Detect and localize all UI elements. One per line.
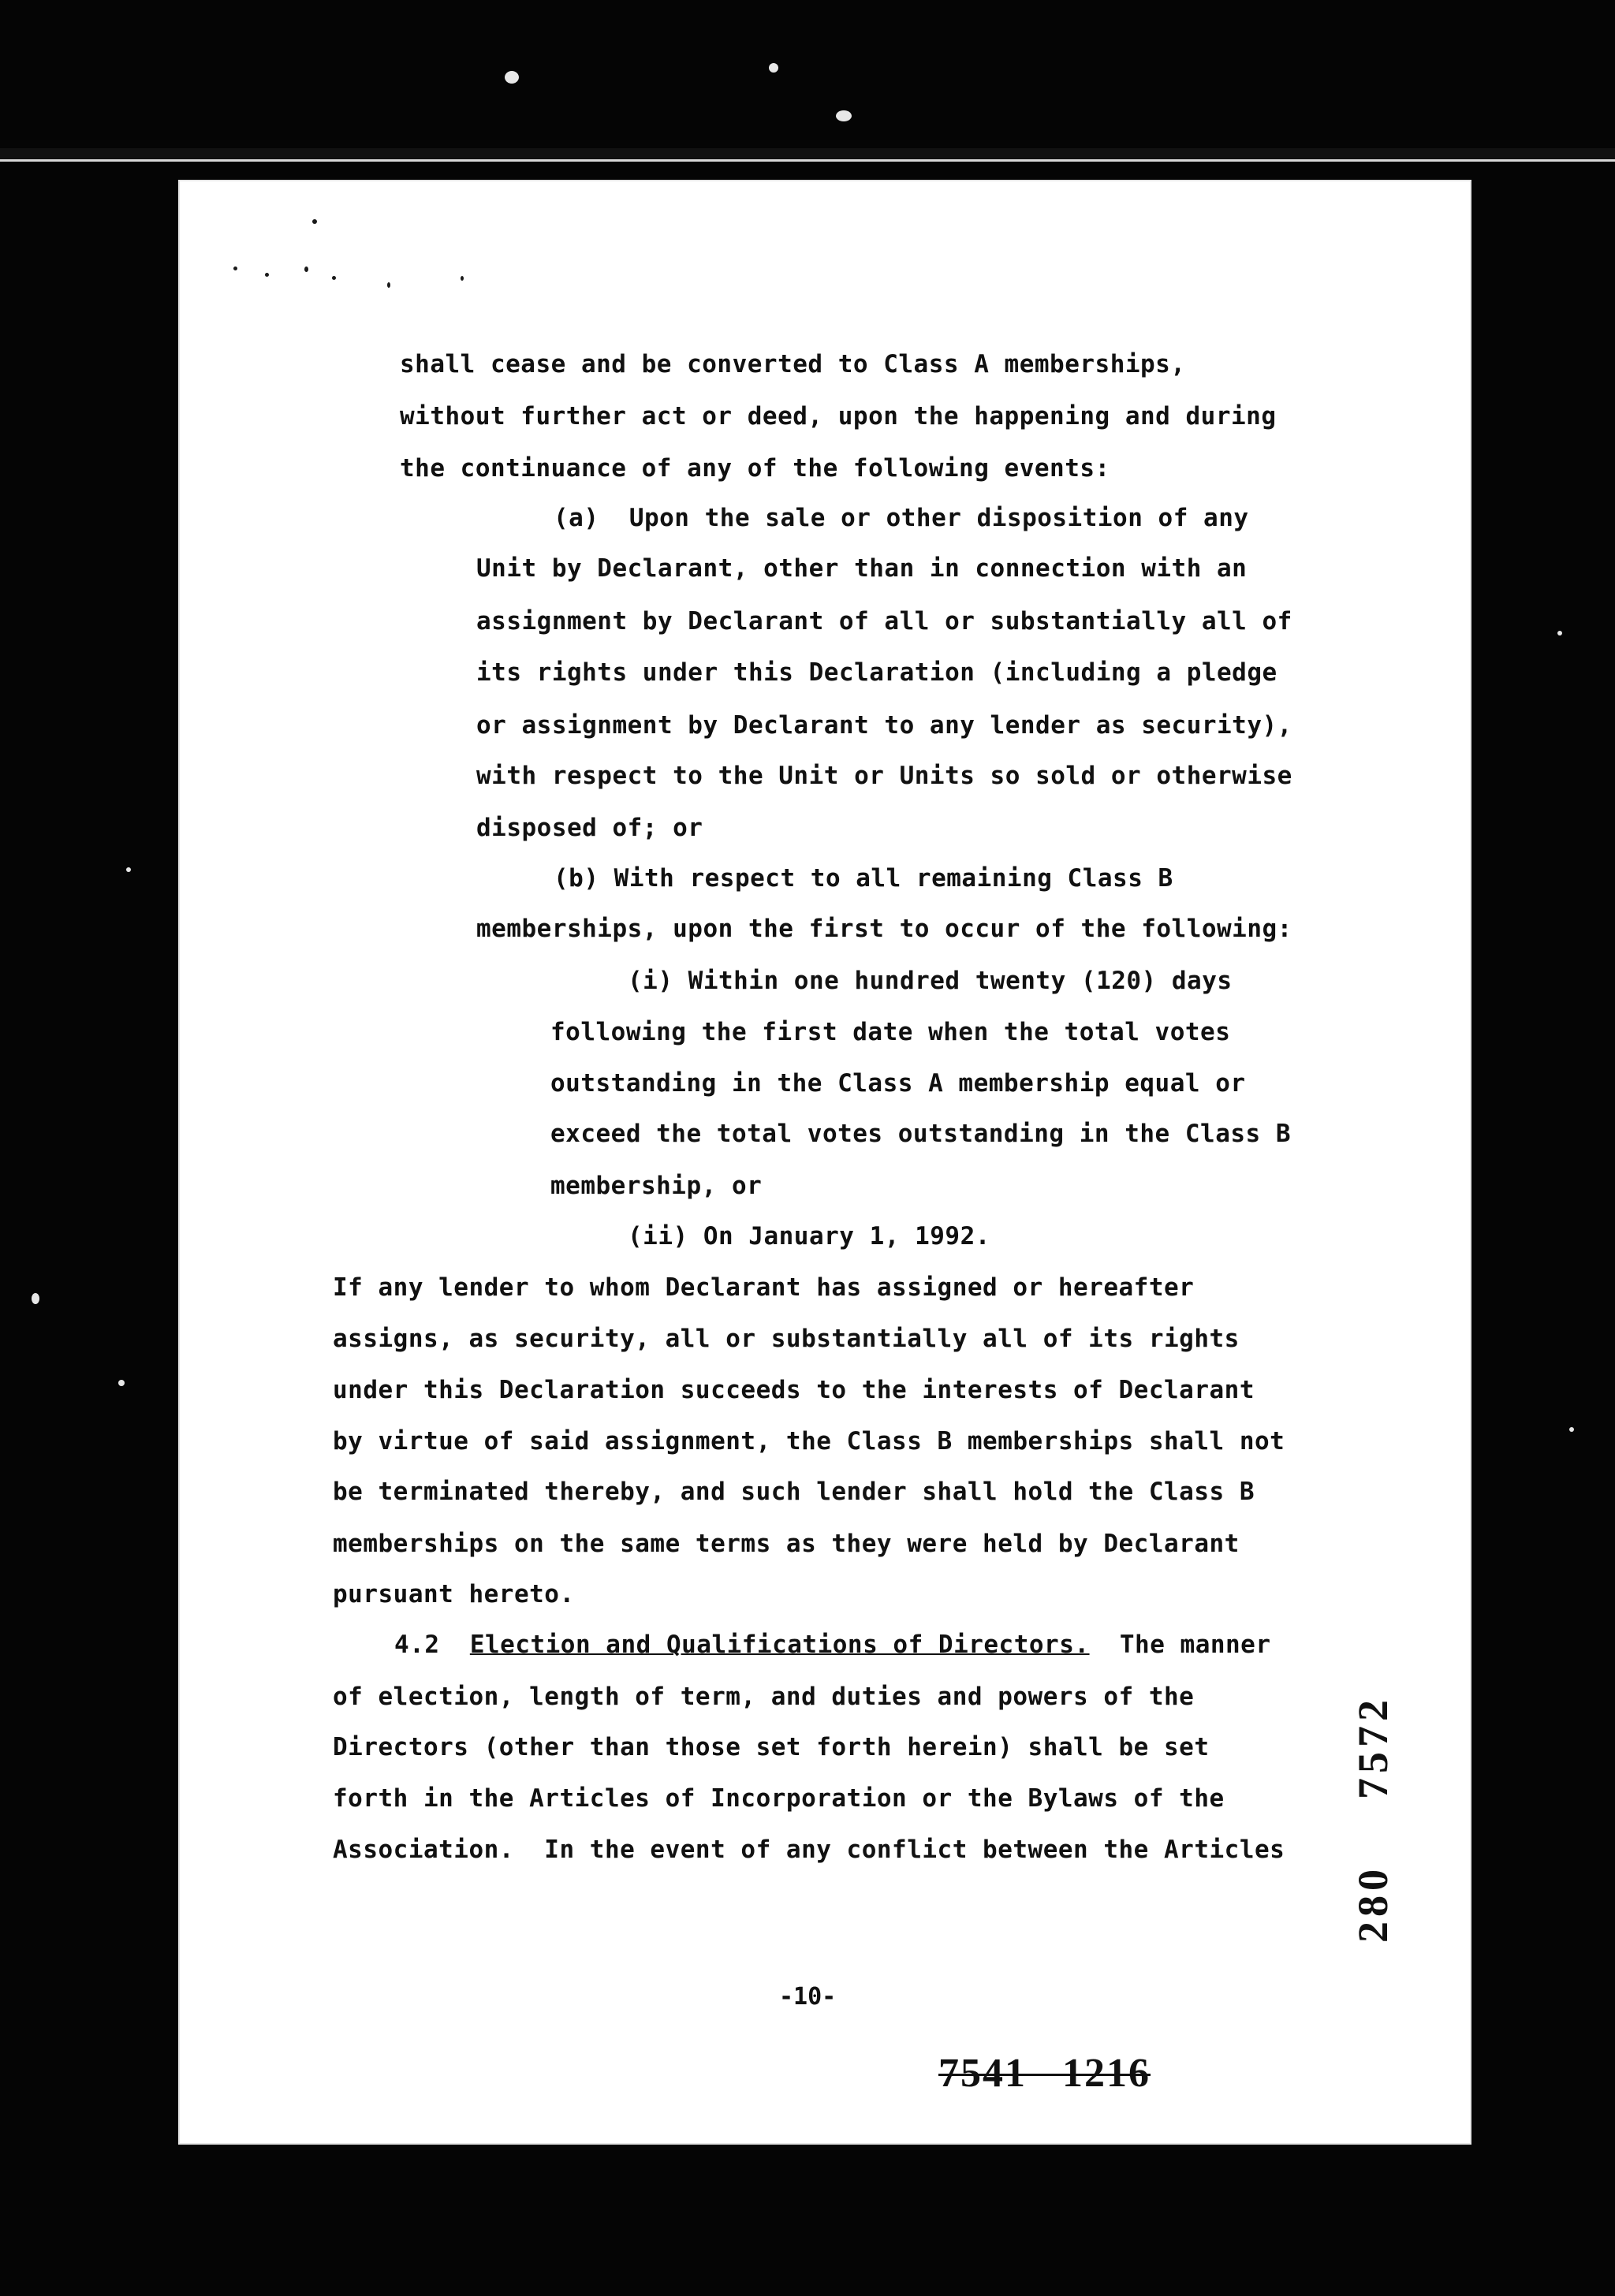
body-line: assigns, as security, all or substantially all of its rights bbox=[333, 1325, 1240, 1353]
noise-speck bbox=[126, 867, 131, 872]
body-line: without further act or deed, upon the happening and during bbox=[400, 402, 1277, 430]
noise-speck bbox=[505, 71, 519, 84]
body-line: be terminated thereby, and such lender shall hold the Class B bbox=[333, 1478, 1255, 1506]
noise-speck bbox=[1557, 631, 1562, 636]
side-stamp-number: 7572 bbox=[1349, 1695, 1397, 1799]
noise-speck bbox=[118, 1380, 125, 1386]
body-line: memberships, upon the first to occur of the following: bbox=[476, 915, 1292, 943]
body-line: under this Declaration succeeds to the interests of Declarant bbox=[333, 1376, 1255, 1404]
body-line: membership, or bbox=[550, 1172, 763, 1200]
body-line: disposed of; or bbox=[476, 814, 703, 842]
body-line: (ii) On January 1, 1992. bbox=[628, 1222, 990, 1250]
body-line: Association. In the event of any conflict between the Articles bbox=[333, 1836, 1285, 1864]
noise-speck bbox=[32, 1293, 39, 1304]
scan-speck bbox=[332, 276, 336, 280]
scan-speck bbox=[265, 273, 269, 277]
noise-speck bbox=[769, 63, 778, 73]
body-line: assignment by Declarant of all or substantially all of bbox=[476, 607, 1292, 636]
struck-number: 7541 bbox=[938, 2051, 1027, 2096]
section-lead: The manner bbox=[1119, 1631, 1271, 1659]
body-line: If any lender to whom Declarant has assigned or hereafter bbox=[333, 1273, 1195, 1302]
body-line: (a) Upon the sale or other disposition of any bbox=[554, 504, 1249, 532]
scan-speck bbox=[461, 276, 464, 281]
scan-speck bbox=[233, 266, 237, 270]
body-line: exceed the total votes outstanding in the Class B bbox=[550, 1120, 1292, 1148]
scan-edge bbox=[0, 148, 1615, 162]
body-line: of election, length of term, and duties and powers of the bbox=[333, 1683, 1195, 1711]
body-line: forth in the Articles of Incorporation or the Bylaws of the bbox=[333, 1784, 1225, 1813]
side-stamp-number: 280 bbox=[1349, 1865, 1397, 1943]
scan-speck bbox=[304, 266, 308, 272]
section-number: 4.2 bbox=[394, 1631, 440, 1659]
body-line: with respect to the Unit or Units so sold or otherwise bbox=[476, 762, 1292, 790]
scan-speck bbox=[387, 282, 390, 288]
body-line: its rights under this Declaration (including a pledge bbox=[476, 658, 1277, 687]
body-line: (b) With respect to all remaining Class B bbox=[554, 864, 1173, 893]
scan-speck bbox=[312, 219, 317, 224]
section-heading: Election and Qualifications of Directors. bbox=[469, 1631, 1090, 1659]
body-line: Unit by Declarant, other than in connection with an bbox=[476, 554, 1248, 583]
body-line: pursuant hereto. bbox=[333, 1580, 575, 1608]
page-number: -10- bbox=[779, 1983, 837, 2011]
body-line: or assignment by Declarant to any lender as security), bbox=[476, 711, 1292, 740]
body-line: by virtue of said assignment, the Class B memberships shall not bbox=[333, 1427, 1285, 1456]
document-page bbox=[178, 180, 1471, 2145]
body-line: outstanding in the Class A membership equal or bbox=[550, 1069, 1246, 1098]
body-line: memberships on the same terms as they were held by Declarant bbox=[333, 1530, 1240, 1558]
body-line: shall cease and be converted to Class A memberships, bbox=[400, 350, 1186, 378]
body-line: the continuance of any of the following events: bbox=[400, 454, 1110, 483]
noise-speck bbox=[836, 110, 852, 121]
body-line: Directors (other than those set forth herein) shall be set bbox=[333, 1733, 1210, 1761]
body-line: following the first date when the total votes bbox=[550, 1018, 1231, 1046]
noise-speck bbox=[1569, 1427, 1574, 1432]
body-line: (i) Within one hundred twenty (120) days bbox=[628, 967, 1233, 995]
section-heading-line bbox=[394, 1629, 1271, 1660]
struck-number: 1216 bbox=[1062, 2051, 1151, 2096]
bottom-stamp bbox=[938, 2050, 1151, 2097]
